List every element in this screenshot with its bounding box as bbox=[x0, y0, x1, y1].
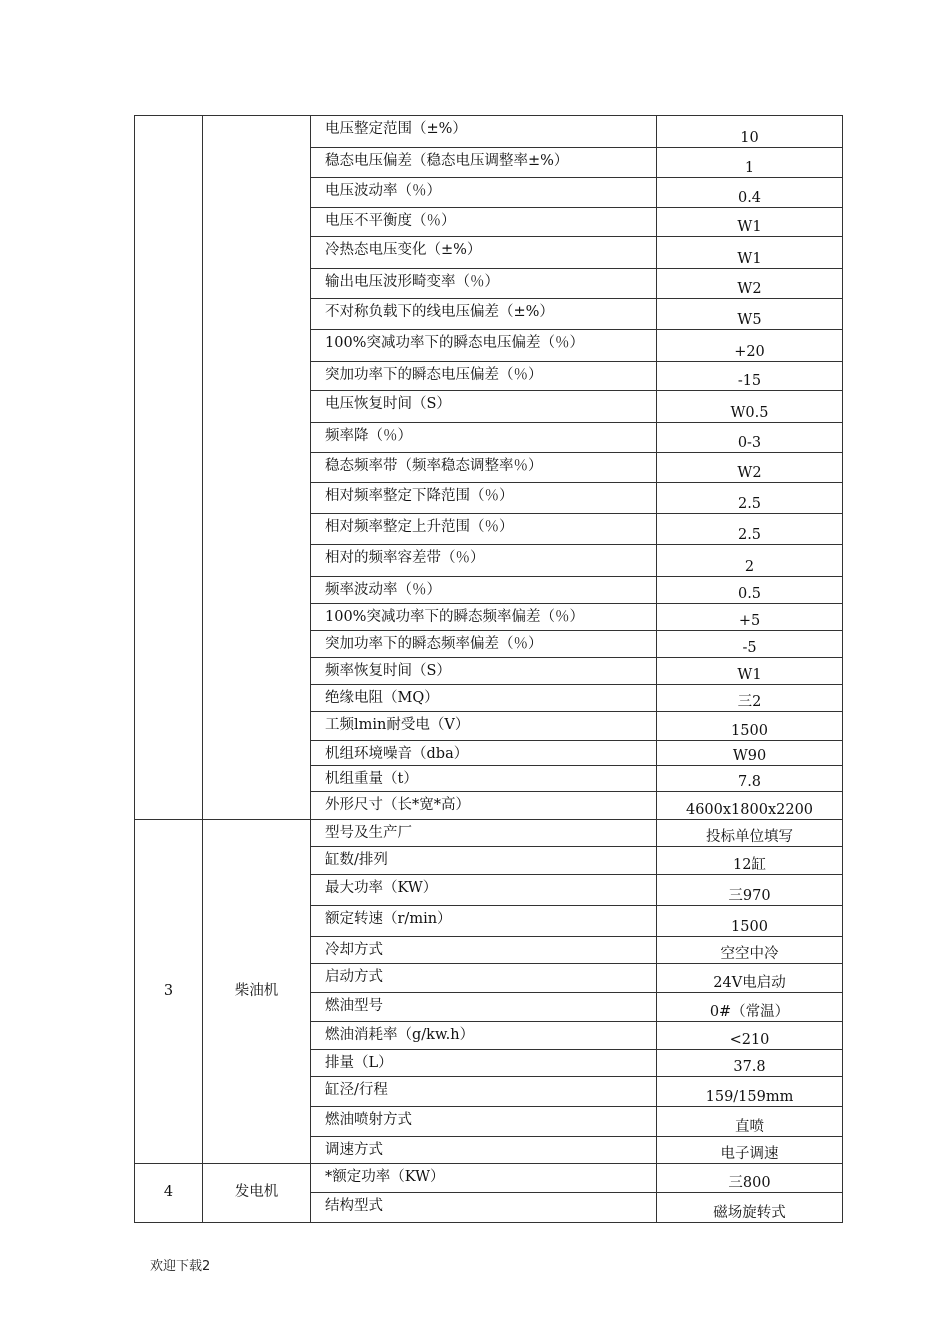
value-cell bbox=[657, 483, 843, 514]
value-cell bbox=[657, 685, 843, 712]
value-label: 1500 bbox=[731, 722, 768, 739]
table-row bbox=[135, 820, 843, 847]
value-label: W1 bbox=[737, 218, 762, 235]
parameter-label: 额定转速（r/min） bbox=[325, 911, 452, 927]
parameter-cell bbox=[311, 993, 657, 1022]
value-label: 10 bbox=[740, 129, 759, 146]
parameter-cell bbox=[311, 237, 657, 269]
item-number-cell: 4 bbox=[135, 1164, 203, 1223]
value-label: 三970 bbox=[728, 887, 771, 904]
value-cell bbox=[657, 577, 843, 604]
value-label: <210 bbox=[729, 1031, 770, 1048]
parameter-cell bbox=[311, 1107, 657, 1137]
value-label: 三2 bbox=[737, 693, 762, 710]
parameter-label: 外形尺寸（长*宽*高） bbox=[325, 797, 470, 813]
value-label: W1 bbox=[737, 250, 762, 267]
parameter-label: 输出电压波形畸变率（％） bbox=[325, 274, 499, 290]
parameter-label: 排量（L） bbox=[325, 1055, 393, 1071]
parameter-cell bbox=[311, 658, 657, 685]
value-label: 0.5 bbox=[737, 585, 762, 602]
parameter-cell bbox=[311, 964, 657, 993]
parameter-label: 相对的频率容差带（％） bbox=[325, 550, 485, 566]
parameter-cell bbox=[311, 208, 657, 237]
parameter-cell bbox=[311, 330, 657, 362]
parameter-label: 缸数/排列 bbox=[325, 852, 388, 868]
parameter-label: 电压波动率（％） bbox=[325, 183, 441, 199]
item-number-cell bbox=[135, 116, 203, 820]
parameter-cell bbox=[311, 514, 657, 545]
spec-table-body bbox=[135, 116, 843, 1223]
parameter-cell bbox=[311, 604, 657, 631]
parameter-label: 电压恢复时间（S） bbox=[325, 396, 451, 412]
parameter-label: 相对频率整定下降范围（％） bbox=[325, 488, 514, 504]
parameter-cell bbox=[311, 712, 657, 741]
value-cell bbox=[657, 1193, 843, 1223]
value-label: -15 bbox=[737, 372, 762, 389]
value-label: 37.8 bbox=[733, 1058, 766, 1075]
value-cell bbox=[657, 362, 843, 391]
value-cell bbox=[657, 937, 843, 964]
parameter-label: 机组重量（t） bbox=[325, 771, 418, 787]
parameter-cell bbox=[311, 453, 657, 483]
value-label: +5 bbox=[738, 612, 761, 629]
value-cell bbox=[657, 964, 843, 993]
value-cell bbox=[657, 847, 843, 875]
value-label: 三800 bbox=[728, 1174, 771, 1191]
value-label: 空空中冷 bbox=[720, 945, 779, 962]
parameter-cell bbox=[311, 116, 657, 148]
parameter-label: 电压整定范围（±%） bbox=[325, 121, 467, 137]
parameter-label: 100%突减功率下的瞬态电压偏差（％） bbox=[325, 335, 584, 351]
value-cell bbox=[657, 993, 843, 1022]
parameter-cell bbox=[311, 1077, 657, 1107]
parameter-label: 启动方式 bbox=[325, 969, 383, 985]
value-label: 0.4 bbox=[737, 189, 762, 206]
parameter-cell bbox=[311, 148, 657, 178]
parameter-label: 100%突减功率下的瞬态频率偏差（％） bbox=[325, 609, 584, 625]
page-footer: 欢迎下载2 bbox=[150, 1259, 211, 1274]
value-cell bbox=[657, 1050, 843, 1077]
value-cell bbox=[657, 116, 843, 148]
parameter-label: 绝缘电阻（MQ） bbox=[325, 690, 439, 706]
value-cell bbox=[657, 792, 843, 820]
value-label: 159/159mm bbox=[705, 1088, 794, 1105]
value-label: W2 bbox=[737, 280, 762, 297]
item-number-cell: 3 bbox=[135, 820, 203, 1164]
parameter-cell bbox=[311, 685, 657, 712]
value-label: 电子调速 bbox=[720, 1145, 779, 1162]
value-label: 24V电启动 bbox=[713, 974, 786, 991]
value-cell bbox=[657, 1164, 843, 1193]
parameter-cell bbox=[311, 906, 657, 937]
parameter-cell bbox=[311, 741, 657, 766]
parameter-label: *额定功率（KW） bbox=[325, 1169, 445, 1185]
value-label: W90 bbox=[732, 747, 767, 764]
parameter-label: 冷却方式 bbox=[325, 942, 383, 958]
value-label: 12缸 bbox=[733, 856, 766, 873]
parameter-label: 稳态电压偏差（稳态电压调整率±%） bbox=[325, 153, 569, 169]
value-cell bbox=[657, 741, 843, 766]
value-label: 0#（常温） bbox=[709, 1003, 790, 1020]
parameter-cell bbox=[311, 847, 657, 875]
parameter-label: 频率恢复时间（S） bbox=[325, 663, 451, 679]
value-cell bbox=[657, 514, 843, 545]
parameter-cell bbox=[311, 1137, 657, 1164]
value-label: 1 bbox=[744, 159, 755, 176]
parameter-label: 结构型式 bbox=[325, 1198, 383, 1214]
value-cell bbox=[657, 604, 843, 631]
table-row bbox=[135, 116, 843, 148]
value-cell bbox=[657, 658, 843, 685]
parameter-cell bbox=[311, 545, 657, 577]
parameter-cell bbox=[311, 631, 657, 658]
category-cell: 柴油机 bbox=[203, 820, 311, 1164]
parameter-cell bbox=[311, 178, 657, 208]
table-row bbox=[135, 1164, 843, 1193]
parameter-label: 燃油喷射方式 bbox=[325, 1112, 412, 1128]
value-label: W5 bbox=[737, 311, 762, 328]
parameter-cell bbox=[311, 820, 657, 847]
parameter-cell bbox=[311, 792, 657, 820]
value-cell bbox=[657, 178, 843, 208]
value-label: W2 bbox=[737, 464, 762, 481]
value-cell bbox=[657, 299, 843, 330]
category-cell bbox=[203, 116, 311, 820]
value-cell bbox=[657, 1022, 843, 1050]
value-cell bbox=[657, 391, 843, 423]
parameter-cell bbox=[311, 269, 657, 299]
value-label: 1500 bbox=[731, 918, 768, 935]
value-label: 2.5 bbox=[737, 526, 762, 543]
parameter-cell bbox=[311, 1164, 657, 1193]
value-cell bbox=[657, 820, 843, 847]
value-label: -5 bbox=[742, 639, 757, 656]
parameter-cell bbox=[311, 423, 657, 453]
value-cell bbox=[657, 269, 843, 299]
value-label: 直喷 bbox=[735, 1118, 764, 1135]
value-label: W1 bbox=[737, 666, 762, 683]
parameter-label: 燃油消耗率（g/kw.h） bbox=[325, 1027, 475, 1043]
value-cell bbox=[657, 330, 843, 362]
parameter-label: 调速方式 bbox=[325, 1142, 383, 1158]
parameter-cell bbox=[311, 1193, 657, 1223]
value-cell bbox=[657, 875, 843, 906]
parameter-cell bbox=[311, 1050, 657, 1077]
parameter-label: 稳态频率带（频率稳态调整率％） bbox=[325, 458, 543, 474]
value-cell bbox=[657, 1107, 843, 1137]
parameter-label: 突加功率下的瞬态电压偏差（％） bbox=[325, 367, 543, 383]
parameter-cell bbox=[311, 391, 657, 423]
value-cell bbox=[657, 906, 843, 937]
parameter-label: 工频lmin耐受电（V） bbox=[325, 717, 470, 733]
parameter-cell bbox=[311, 483, 657, 514]
value-cell bbox=[657, 423, 843, 453]
value-cell bbox=[657, 1077, 843, 1107]
value-cell bbox=[657, 712, 843, 741]
value-label: 7.8 bbox=[737, 773, 762, 790]
parameter-label: 相对频率整定上升范围（％） bbox=[325, 519, 514, 535]
parameter-cell bbox=[311, 577, 657, 604]
value-cell bbox=[657, 148, 843, 178]
parameter-cell bbox=[311, 937, 657, 964]
value-label: 0-3 bbox=[737, 434, 762, 451]
parameter-label: 频率降（％） bbox=[325, 428, 412, 444]
parameter-cell bbox=[311, 766, 657, 792]
parameter-cell bbox=[311, 362, 657, 391]
value-label: 4600x1800x2200 bbox=[685, 801, 814, 818]
value-cell bbox=[657, 766, 843, 792]
parameter-cell bbox=[311, 1022, 657, 1050]
value-label: 2 bbox=[744, 558, 755, 575]
parameter-label: 突加功率下的瞬态频率偏差（％） bbox=[325, 636, 543, 652]
value-cell bbox=[657, 631, 843, 658]
value-label: 投标单位填写 bbox=[706, 828, 793, 845]
spec-table bbox=[134, 115, 843, 1223]
parameter-label: 电压不平衡度（％） bbox=[325, 213, 456, 229]
parameter-label: 频率波动率（％） bbox=[325, 582, 441, 598]
value-cell bbox=[657, 453, 843, 483]
value-label: 2.5 bbox=[737, 495, 762, 512]
value-cell bbox=[657, 237, 843, 269]
value-label: W0.5 bbox=[730, 404, 769, 421]
parameter-label: 不对称负载下的线电压偏差（±%） bbox=[325, 304, 554, 320]
parameter-label: 冷热态电压变化（±%） bbox=[325, 242, 482, 258]
parameter-label: 燃油型号 bbox=[325, 998, 383, 1014]
value-cell bbox=[657, 208, 843, 237]
value-label: +20 bbox=[734, 343, 765, 360]
parameter-label: 最大功率（KW） bbox=[325, 880, 438, 896]
parameter-label: 机组环境噪音（dba） bbox=[325, 746, 469, 762]
value-cell bbox=[657, 1137, 843, 1164]
parameter-cell bbox=[311, 299, 657, 330]
parameter-label: 缸泾/行程 bbox=[325, 1082, 388, 1098]
parameter-label: 型号及生产厂 bbox=[325, 825, 412, 841]
value-cell bbox=[657, 545, 843, 577]
value-label: 磁场旋转式 bbox=[713, 1204, 786, 1221]
parameter-cell bbox=[311, 875, 657, 906]
category-cell: 发电机 bbox=[203, 1164, 311, 1223]
